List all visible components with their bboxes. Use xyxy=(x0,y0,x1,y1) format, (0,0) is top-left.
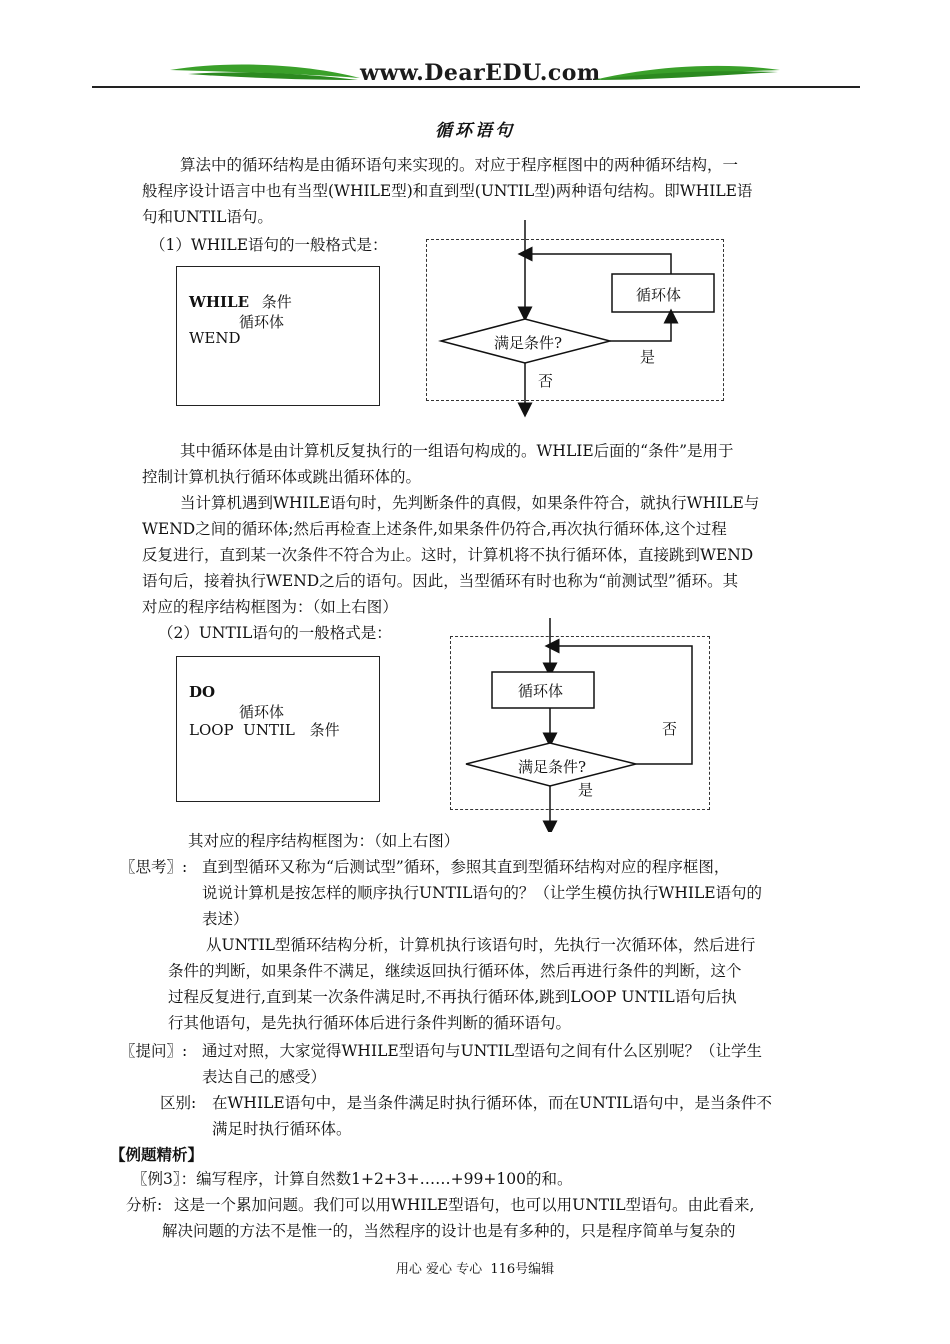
until-condition: 条件 xyxy=(309,721,340,739)
think-answer xyxy=(168,932,862,1036)
while-text-line: 反复进行，直到某一次条件不符合为止。这时，计算机将不执行循环体，直接跳到WEND xyxy=(142,546,754,564)
example-3: 〖例3〗：编写程序，计算自然数1+2+3+……+99+100的和。 xyxy=(132,1170,573,1188)
header-swoosh-left xyxy=(168,58,363,88)
page-title: 循环语句 xyxy=(435,121,515,141)
think-answer-line: 条件的判断，如果条件不满足，继续返回执行循环体，然后再进行条件的判断，这个 xyxy=(168,962,742,980)
while-heading: （1）WHILE语句的一般格式是： xyxy=(150,236,388,254)
while-flowchart-svg xyxy=(426,218,726,418)
diff-line: 在WHILE语句中，是当条件满足时执行循环体，而在UNTIL语句中，是当条件不 xyxy=(212,1094,773,1112)
diff-line: 满足时执行循环体。 xyxy=(212,1120,352,1138)
while-condition: 条件 xyxy=(261,293,292,311)
while-explanation xyxy=(142,438,862,620)
while-cond-label: 满足条件? xyxy=(494,334,563,352)
site-banner-text: www.DearEDU.com xyxy=(360,60,601,86)
ask-line: 通过对照，大家觉得WHILE型语句与UNTIL型语句之间有什么区别呢？（让学生 xyxy=(202,1042,763,1060)
ask-question xyxy=(202,1038,862,1090)
until-code-line2: 循环体 xyxy=(239,703,285,721)
while-text-line: 语句后，接着执行WEND之后的语句。因此，当型循环有时也称为“前测试型”循环。其 xyxy=(142,572,739,590)
analysis-text xyxy=(162,1192,862,1244)
while-yes-path xyxy=(610,316,671,341)
analysis-line: 解决问题的方法不是惟一的，当然程序的设计也是有多种的，只是程序简单与复杂的 xyxy=(162,1222,736,1240)
until-cond-label: 满足条件? xyxy=(518,758,587,776)
examples-heading: 【例题精析】 xyxy=(110,1145,204,1164)
think-line: 表述） xyxy=(202,910,249,928)
while-yes-label: 是 xyxy=(640,348,656,366)
while-code-box xyxy=(176,266,380,406)
diff-text xyxy=(212,1090,862,1142)
intro-line: 般程序设计语言中也有当型(WHILE型)和直到型(UNTIL型)两种语句结构。即WHILE语 xyxy=(142,182,753,200)
while-text-line: 控制计算机执行循环体或跳出循环体的。 xyxy=(142,468,422,486)
analysis-label: 分析: xyxy=(126,1196,163,1214)
think-label: 〖思考〗: xyxy=(120,858,188,876)
while-code-line1 xyxy=(189,291,292,312)
while-code-line3: WEND xyxy=(189,329,241,347)
think-line: 说说计算机是按怎样的顺序执行UNTIL语句的？（让学生模仿执行WHILE语句的 xyxy=(202,884,763,902)
while-no-label: 否 xyxy=(538,372,554,390)
think-answer-line: 从UNTIL型循环结构分析，计算机执行该语句时，先执行一次循环体，然后进行 xyxy=(206,936,756,954)
think-answer-line: 过程反复进行,直到某一次条件满足时,不再执行循环体,跳到LOOP UNTIL语句后执 xyxy=(168,988,737,1006)
while-keyword: WHILE xyxy=(189,293,250,311)
until-caption: 其对应的程序结构框图为：（如上右图） xyxy=(188,832,460,850)
until-body-label: 循环体 xyxy=(518,682,564,700)
until-heading: （2）UNTIL语句的一般格式是： xyxy=(158,624,392,642)
until-yes-label: 是 xyxy=(578,781,594,799)
think-answer-line: 行其他语句，是先执行循环体后进行条件判断的循环语句。 xyxy=(168,1014,572,1032)
header-banner xyxy=(0,58,950,92)
while-loop-back xyxy=(525,254,671,274)
until-code-box xyxy=(176,656,380,802)
while-body-label: 循环体 xyxy=(636,286,682,304)
while-code-line2: 循环体 xyxy=(239,313,285,331)
until-code-line1: DO xyxy=(189,683,216,701)
think-line: 直到型循环又称为“后测试型”循环，参照其直到型循环结构对应的程序框图， xyxy=(202,858,730,876)
until-no-label: 否 xyxy=(662,720,678,738)
intro-line: 算法中的循环结构是由循环语句来实现的。对应于程序框图中的两种循环结构，一 xyxy=(180,156,739,174)
until-keyword: LOOP UNTIL xyxy=(189,721,295,739)
while-text-line: 当计算机遇到WHILE语句时，先判断条件的真假，如果条件符合，就执行WHILE与 xyxy=(180,494,760,512)
ask-line: 表达自己的感受） xyxy=(202,1068,327,1086)
page-footer: 用心 爱心 专心 116号编辑 xyxy=(395,1262,555,1277)
until-code-line3 xyxy=(189,719,340,740)
header-rule xyxy=(92,86,860,88)
while-text-line: WEND之间的循环体;然后再检查上述条件,如果条件仍符合,再次执行循环体,这个过程 xyxy=(142,520,727,538)
ask-label: 〖提问〗: xyxy=(120,1042,188,1060)
intro-line: 句和UNTIL语句。 xyxy=(142,208,273,226)
while-text-line: 对应的程序结构框图为：（如上右图） xyxy=(142,598,398,616)
while-text-line: 其中循环体是由计算机反复执行的一组语句构成的。WHLIE后面的“条件”是用于 xyxy=(180,442,734,460)
think-question xyxy=(202,854,862,932)
header-swoosh-right xyxy=(592,58,782,88)
analysis-line: 这是一个累加问题。我们可以用WHILE型语句，也可以用UNTIL型语句。由此看来, xyxy=(174,1196,755,1214)
diff-label: 区别: xyxy=(160,1094,197,1112)
